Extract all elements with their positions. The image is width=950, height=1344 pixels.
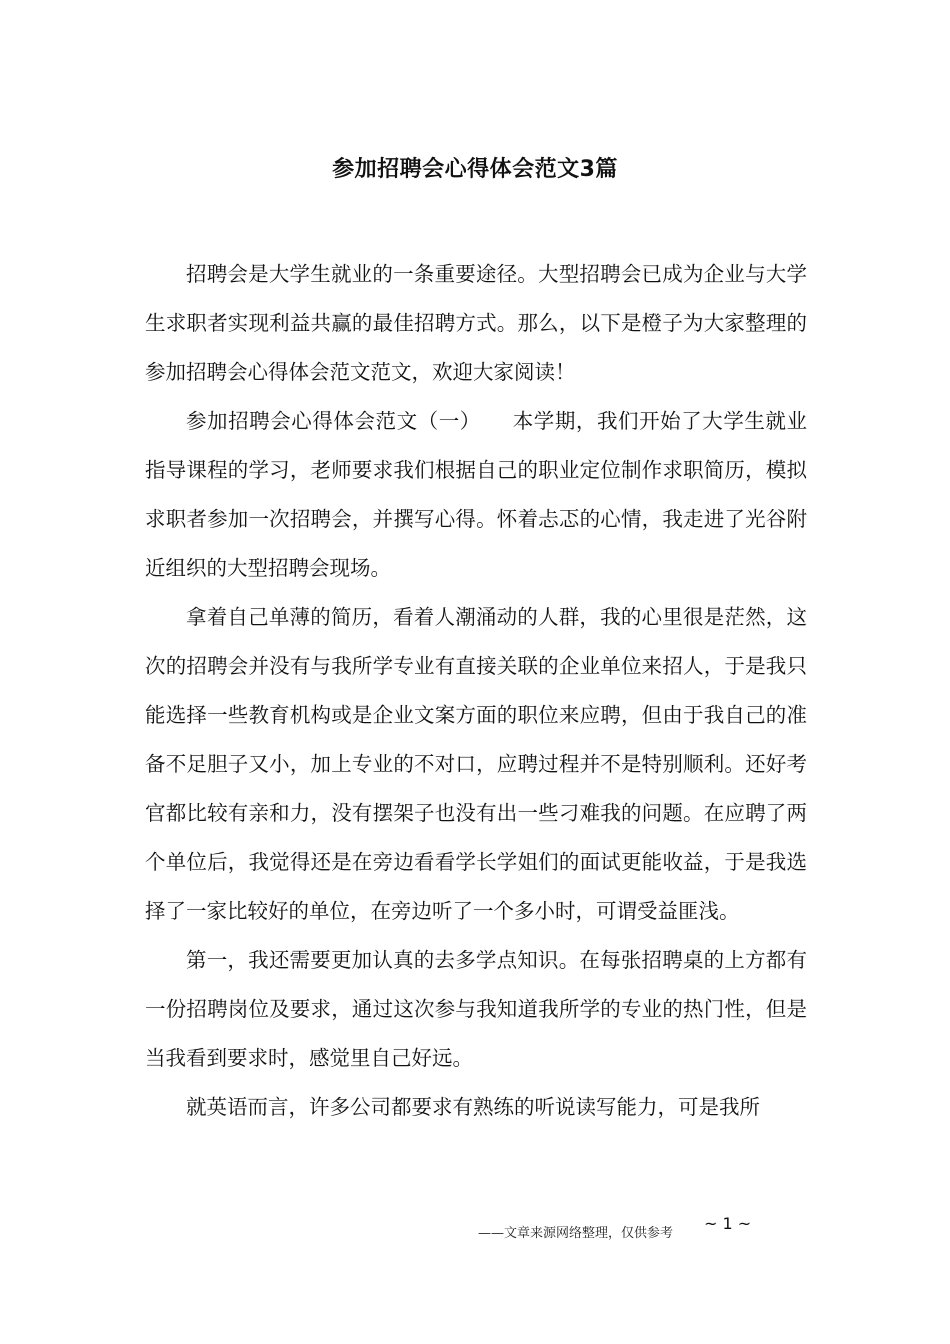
paragraph: 招聘会是大学生就业的一条重要途径。大型招聘会已成为企业与大学生求职者实现利益共赢的最佳招聘方式。那么，以下是橙子为大家整理的参加招聘会心得体会范文范文，欢迎大家阅读！ (145, 262, 807, 384)
footer-note: ——文章来源网络整理，仅供参考 (478, 1226, 674, 1241)
document-body (145, 250, 807, 1132)
document-title: 参加招聘会心得体会范文3篇 (332, 157, 618, 182)
paragraph: 第一，我还需要更加认真的去多学点知识。在每张招聘桌的上方都有一份招聘岗位及要求，通过这次参与我知道我所学的专业的热门性，但是当我看到要求时，感觉里自己好远。 (145, 948, 807, 1070)
page-number: ~ 1 ~ (704, 1214, 752, 1233)
paragraph: 就英语而言，许多公司都要求有熟练的听说读写能力，可是我所 (186, 1095, 760, 1119)
paragraph: 拿着自己单薄的简历，看着人潮涌动的人群，我的心里很是茫然，这次的招聘会并没有与我所学专业有直接关联的企业单位来招人，于是我只能选择一些教育机构或是企业文案方面的职位来应聘，但由于我自己的准备不足胆子又小，加上专业的不对口，应聘过程并不是特别顺利。还好考官都比较有亲和力，没有摆架子也没有出一些刁难我的问题。在应聘了两个单位后，我觉得还是在旁边看看学长学姐们的面试更能收益，于是我选择了一家比较好的单位，在旁边听了一个多小时，可谓受益匪浅。 (145, 605, 807, 923)
page-footer (478, 1214, 778, 1248)
paragraph: 参加招聘会心得体会范文（一） 本学期，我们开始了大学生就业指导课程的学习，老师要求我们根据自己的职业定位制作求职简历，模拟求职者参加一次招聘会，并撰写心得。怀着忐忑的心情，我走进了光谷附近组织的大型招聘会现场。 (145, 409, 807, 580)
